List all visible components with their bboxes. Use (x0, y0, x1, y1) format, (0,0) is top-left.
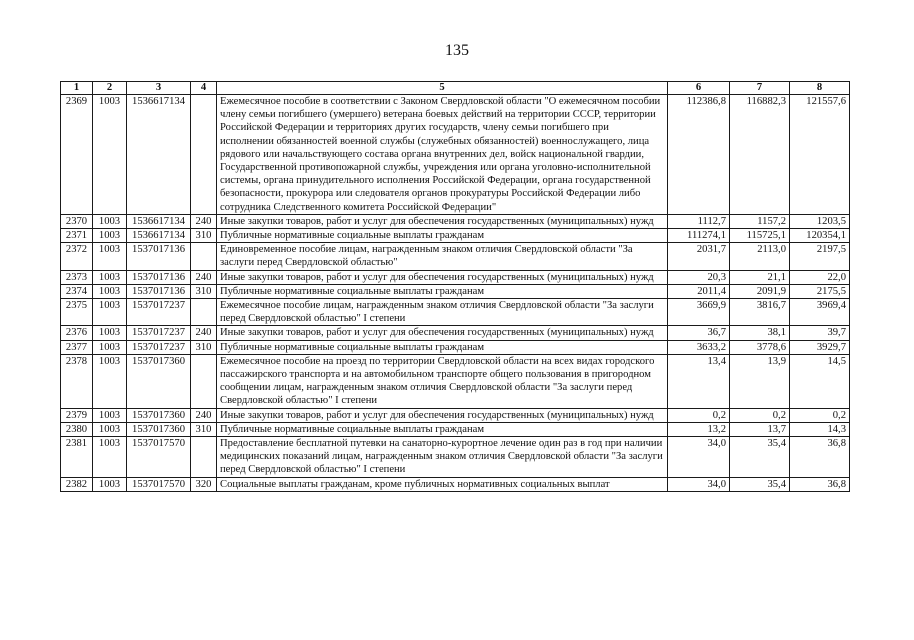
expense-type-cell: 240 (191, 214, 217, 228)
expense-type-cell: 310 (191, 422, 217, 436)
amount-year1-cell: 2011,4 (668, 284, 730, 298)
description-cell: Ежемесячное пособие в соответствии с Законом Свердловской области "О ежемесячном пособии члену семьи погибшего (умершего) ветерана боевых действий на территории СССР, территории Российской Федерации и территориях других государств, члену семьи погибшего при исполнении обязанностей военной службы (служебных обязанностей) военнослужащего, лица рядового или начальствующего состава органа внутренних дел, войск национальной гвардии, Государственной противопожарной службы, учреждения или органа уголовно-исполнительной системы, органа принудительного исполнения Российской Федерации, органа государственной безопасности, прокурора или следователя органов прокуратуры Российской Федерации либо сотрудника Следственного комитета Российской Федерации" (217, 95, 668, 215)
page-number: 135 (445, 42, 469, 59)
amount-year3-cell: 121557,6 (790, 95, 850, 215)
amount-year2-cell: 35,4 (730, 437, 790, 478)
amount-year3-cell: 2175,5 (790, 284, 850, 298)
amount-year3-cell: 2197,5 (790, 243, 850, 270)
section-code-cell: 1003 (93, 326, 127, 340)
target-article-cell: 1537017570 (127, 437, 191, 478)
target-article-cell: 1536617134 (127, 229, 191, 243)
table-row (61, 326, 850, 340)
row-number-cell: 2371 (61, 229, 93, 243)
expense-type-cell: 310 (191, 340, 217, 354)
column-header: 8 (790, 82, 850, 95)
row-number-cell: 2377 (61, 340, 93, 354)
section-code-cell: 1003 (93, 354, 127, 408)
target-article-cell: 1537017237 (127, 340, 191, 354)
description-cell: Социальные выплаты гражданам, кроме публичных нормативных социальных выплат (217, 477, 668, 491)
amount-year1-cell: 36,7 (668, 326, 730, 340)
target-article-cell: 1537017570 (127, 477, 191, 491)
amount-year1-cell: 34,0 (668, 437, 730, 478)
expense-type-cell (191, 299, 217, 326)
amount-year2-cell: 2113,0 (730, 243, 790, 270)
table-row (61, 243, 850, 270)
amount-year3-cell: 39,7 (790, 326, 850, 340)
amount-year3-cell: 22,0 (790, 270, 850, 284)
amount-year2-cell: 13,7 (730, 422, 790, 436)
section-code-cell: 1003 (93, 299, 127, 326)
row-number-cell: 2374 (61, 284, 93, 298)
table-row (61, 284, 850, 298)
target-article-cell: 1537017136 (127, 270, 191, 284)
target-article-cell: 1536617134 (127, 95, 191, 215)
expense-type-cell: 240 (191, 270, 217, 284)
description-cell: Предоставление бесплатной путевки на санаторно-курортное лечение один раз в год при наличии медицинских показаний лицам, награжденным знаком отличия Свердловской области "За заслуги перед Свердловской областью" I степени (217, 437, 668, 478)
section-code-cell: 1003 (93, 270, 127, 284)
section-code-cell: 1003 (93, 422, 127, 436)
description-cell: Публичные нормативные социальные выплаты гражданам (217, 422, 668, 436)
target-article-cell: 1537017136 (127, 284, 191, 298)
amount-year2-cell: 116882,3 (730, 95, 790, 215)
amount-year2-cell: 3778,6 (730, 340, 790, 354)
amount-year2-cell: 38,1 (730, 326, 790, 340)
section-code-cell: 1003 (93, 284, 127, 298)
table-row (61, 214, 850, 228)
amount-year3-cell: 1203,5 (790, 214, 850, 228)
table-row (61, 340, 850, 354)
table-body (61, 95, 850, 492)
table-row (61, 229, 850, 243)
column-header: 5 (217, 82, 668, 95)
amount-year3-cell: 120354,1 (790, 229, 850, 243)
amount-year1-cell: 34,0 (668, 477, 730, 491)
budget-table (60, 81, 850, 492)
amount-year1-cell: 2031,7 (668, 243, 730, 270)
row-number-cell: 2372 (61, 243, 93, 270)
column-header: 6 (668, 82, 730, 95)
amount-year1-cell: 111274,1 (668, 229, 730, 243)
table-row (61, 95, 850, 215)
expense-type-cell: 240 (191, 326, 217, 340)
expense-type-cell: 310 (191, 229, 217, 243)
table-row (61, 299, 850, 326)
row-number-cell: 2379 (61, 408, 93, 422)
description-cell: Публичные нормативные социальные выплаты гражданам (217, 284, 668, 298)
section-code-cell: 1003 (93, 408, 127, 422)
target-article-cell: 1537017360 (127, 408, 191, 422)
expense-type-cell (191, 95, 217, 215)
amount-year2-cell: 21,1 (730, 270, 790, 284)
amount-year3-cell: 36,8 (790, 437, 850, 478)
table-row (61, 354, 850, 408)
description-cell: Ежемесячное пособие на проезд по территории Свердловской области на всех видах городского пассажирского транспорта и на автомобильном транспорте общего пользования в пригородном сообщении лицам, награжденным знаком отличия Свердловской области "За заслуги перед Свердловской областью" I степени (217, 354, 668, 408)
target-article-cell: 1537017136 (127, 243, 191, 270)
row-number-cell: 2382 (61, 477, 93, 491)
amount-year3-cell: 0,2 (790, 408, 850, 422)
row-number-cell: 2376 (61, 326, 93, 340)
amount-year3-cell: 14,5 (790, 354, 850, 408)
description-cell: Иные закупки товаров, работ и услуг для обеспечения государственных (муниципальных) нужд (217, 270, 668, 284)
row-number-cell: 2373 (61, 270, 93, 284)
amount-year2-cell: 13,9 (730, 354, 790, 408)
amount-year1-cell: 13,2 (668, 422, 730, 436)
target-article-cell: 1537017360 (127, 422, 191, 436)
amount-year2-cell: 35,4 (730, 477, 790, 491)
column-header: 2 (93, 82, 127, 95)
amount-year1-cell: 3633,2 (668, 340, 730, 354)
amount-year3-cell: 14,3 (790, 422, 850, 436)
table-row (61, 408, 850, 422)
table-row (61, 477, 850, 491)
amount-year2-cell: 115725,1 (730, 229, 790, 243)
amount-year1-cell: 13,4 (668, 354, 730, 408)
row-number-cell: 2380 (61, 422, 93, 436)
row-number-cell: 2375 (61, 299, 93, 326)
amount-year3-cell: 36,8 (790, 477, 850, 491)
expense-type-cell: 320 (191, 477, 217, 491)
amount-year1-cell: 20,3 (668, 270, 730, 284)
section-code-cell: 1003 (93, 437, 127, 478)
section-code-cell: 1003 (93, 340, 127, 354)
target-article-cell: 1537017237 (127, 326, 191, 340)
column-header: 4 (191, 82, 217, 95)
header-row (61, 82, 850, 95)
row-number-cell: 2381 (61, 437, 93, 478)
description-cell: Ежемесячное пособие лицам, награжденным знаком отличия Свердловской области "За заслуги перед Свердловской областью" I степени (217, 299, 668, 326)
table-row (61, 270, 850, 284)
table-row (61, 422, 850, 436)
amount-year1-cell: 112386,8 (668, 95, 730, 215)
expense-type-cell (191, 437, 217, 478)
column-header: 1 (61, 82, 93, 95)
description-cell: Иные закупки товаров, работ и услуг для обеспечения государственных (муниципальных) нужд (217, 408, 668, 422)
amount-year2-cell: 2091,9 (730, 284, 790, 298)
description-cell: Публичные нормативные социальные выплаты гражданам (217, 229, 668, 243)
amount-year2-cell: 3816,7 (730, 299, 790, 326)
expense-type-cell: 240 (191, 408, 217, 422)
section-code-cell: 1003 (93, 477, 127, 491)
section-code-cell: 1003 (93, 214, 127, 228)
amount-year3-cell: 3929,7 (790, 340, 850, 354)
description-cell: Иные закупки товаров, работ и услуг для обеспечения государственных (муниципальных) нужд (217, 326, 668, 340)
amount-year1-cell: 0,2 (668, 408, 730, 422)
section-code-cell: 1003 (93, 243, 127, 270)
amount-year2-cell: 0,2 (730, 408, 790, 422)
amount-year2-cell: 1157,2 (730, 214, 790, 228)
amount-year1-cell: 3669,9 (668, 299, 730, 326)
target-article-cell: 1537017237 (127, 299, 191, 326)
description-cell: Иные закупки товаров, работ и услуг для обеспечения государственных (муниципальных) нужд (217, 214, 668, 228)
section-code-cell: 1003 (93, 95, 127, 215)
column-header: 3 (127, 82, 191, 95)
table-row (61, 437, 850, 478)
row-number-cell: 2378 (61, 354, 93, 408)
amount-year1-cell: 1112,7 (668, 214, 730, 228)
description-cell: Публичные нормативные социальные выплаты гражданам (217, 340, 668, 354)
description-cell: Единовременное пособие лицам, награжденным знаком отличия Свердловской области "За заслуги перед Свердловской областью" (217, 243, 668, 270)
expense-type-cell (191, 243, 217, 270)
column-header: 7 (730, 82, 790, 95)
amount-year3-cell: 3969,4 (790, 299, 850, 326)
row-number-cell: 2369 (61, 95, 93, 215)
expense-type-cell (191, 354, 217, 408)
row-number-cell: 2370 (61, 214, 93, 228)
target-article-cell: 1537017360 (127, 354, 191, 408)
expense-type-cell: 310 (191, 284, 217, 298)
section-code-cell: 1003 (93, 229, 127, 243)
target-article-cell: 1536617134 (127, 214, 191, 228)
